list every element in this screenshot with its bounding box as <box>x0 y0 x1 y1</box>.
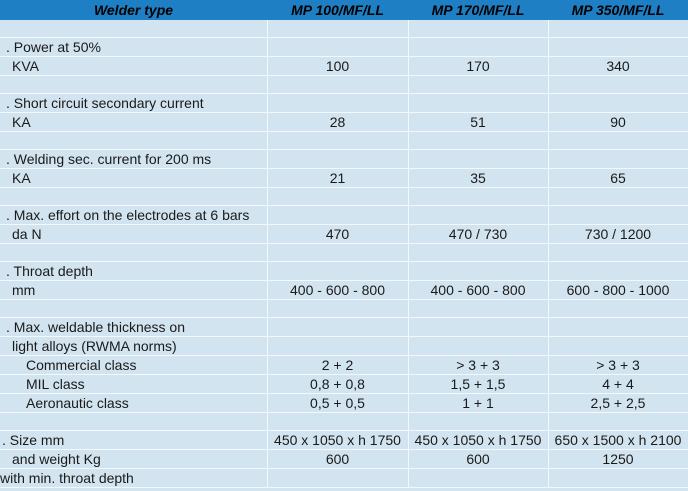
value-cell: > 3 + 3 <box>548 356 688 375</box>
value-cell <box>548 300 688 318</box>
table-row <box>0 318 688 337</box>
table-body <box>0 20 688 488</box>
value-cell: 730 / 1200 <box>548 225 688 244</box>
value-cell: 1250 <box>548 450 688 469</box>
value-cell <box>267 132 408 150</box>
value-cell: 51 <box>408 113 548 132</box>
value-cell: 1,5 + 1,5 <box>408 375 548 394</box>
value-cell: 100 <box>267 57 408 76</box>
value-cell <box>548 206 688 225</box>
table-row <box>0 113 688 132</box>
value-cell <box>408 188 548 206</box>
value-cell <box>548 94 688 113</box>
value-cell: 450 x 1050 x h 1750 <box>408 431 548 450</box>
row-label: KVA <box>0 57 267 76</box>
value-cell: 650 x 1500 x h 2100 <box>548 431 688 450</box>
value-cell <box>408 132 548 150</box>
value-cell: 600 <box>408 450 548 469</box>
row-label: Aeronautic class <box>0 394 267 413</box>
value-cell: 600 <box>267 450 408 469</box>
value-cell <box>267 413 408 431</box>
table-row <box>0 431 688 450</box>
row-label: KA <box>0 113 267 132</box>
spacer-row <box>0 244 688 262</box>
row-label: . Max. weldable thickness on <box>0 318 267 337</box>
value-cell <box>267 337 408 356</box>
value-cell <box>408 206 548 225</box>
value-cell <box>548 337 688 356</box>
value-cell: 0,8 + 0,8 <box>267 375 408 394</box>
value-cell: 21 <box>267 169 408 188</box>
value-cell <box>408 318 548 337</box>
value-cell: 65 <box>548 169 688 188</box>
table-row <box>0 375 688 394</box>
row-label <box>0 413 267 431</box>
value-cell <box>267 20 408 38</box>
row-label <box>0 20 267 38</box>
table-row <box>0 337 688 356</box>
value-cell <box>408 262 548 281</box>
value-cell: 1 + 1 <box>408 394 548 413</box>
table-row <box>0 469 688 488</box>
value-cell <box>408 337 548 356</box>
value-cell <box>408 20 548 38</box>
value-cell <box>267 206 408 225</box>
row-label: mm <box>0 281 267 300</box>
value-cell: 400 - 600 - 800 <box>267 281 408 300</box>
value-cell: 2,5 + 2,5 <box>548 394 688 413</box>
row-label <box>0 244 267 262</box>
row-label: MIL class <box>0 375 267 394</box>
row-label: . Power at 50% <box>0 38 267 57</box>
value-cell: 450 x 1050 x h 1750 <box>267 431 408 450</box>
table-row <box>0 169 688 188</box>
value-cell: 90 <box>548 113 688 132</box>
value-cell <box>408 94 548 113</box>
table-row <box>0 38 688 57</box>
header-row <box>0 0 688 20</box>
value-cell: 28 <box>267 113 408 132</box>
value-cell <box>548 20 688 38</box>
row-label <box>0 300 267 318</box>
row-label: with min. throat depth <box>0 469 267 488</box>
row-label: da N <box>0 225 267 244</box>
value-cell <box>267 300 408 318</box>
value-cell <box>267 318 408 337</box>
value-cell: 0,5 + 0,5 <box>267 394 408 413</box>
value-cell: > 3 + 3 <box>408 356 548 375</box>
value-cell <box>548 262 688 281</box>
value-cell <box>267 76 408 94</box>
value-cell <box>548 469 688 488</box>
spacer-row <box>0 300 688 318</box>
value-cell: 35 <box>408 169 548 188</box>
value-cell <box>548 76 688 94</box>
header-mp350: MP 350/MF/LL <box>548 0 688 20</box>
value-cell <box>408 469 548 488</box>
value-cell <box>408 244 548 262</box>
row-label: . Size mm <box>0 431 267 450</box>
value-cell <box>408 150 548 169</box>
table-row <box>0 94 688 113</box>
value-cell <box>267 244 408 262</box>
value-cell <box>548 188 688 206</box>
row-label <box>0 132 267 150</box>
table-row <box>0 394 688 413</box>
value-cell: 600 - 800 - 1000 <box>548 281 688 300</box>
table-row <box>0 206 688 225</box>
table-row <box>0 356 688 375</box>
row-label: light alloys (RWMA norms) <box>0 337 267 356</box>
value-cell <box>267 38 408 57</box>
value-cell: 2 + 2 <box>267 356 408 375</box>
value-cell <box>267 94 408 113</box>
value-cell <box>408 413 548 431</box>
spacer-row <box>0 188 688 206</box>
value-cell <box>408 76 548 94</box>
value-cell <box>267 469 408 488</box>
value-cell: 470 / 730 <box>408 225 548 244</box>
value-cell: 400 - 600 - 800 <box>408 281 548 300</box>
table-row <box>0 281 688 300</box>
table-row <box>0 225 688 244</box>
header-welder-type: Welder type <box>0 0 267 20</box>
value-cell: 470 <box>267 225 408 244</box>
spacer-row <box>0 20 688 38</box>
value-cell <box>408 300 548 318</box>
value-cell <box>548 244 688 262</box>
value-cell <box>548 150 688 169</box>
row-label <box>0 76 267 94</box>
table-row <box>0 150 688 169</box>
value-cell <box>267 262 408 281</box>
table-row <box>0 57 688 76</box>
row-label: . Max. effort on the electrodes at 6 bars <box>0 206 267 225</box>
spacer-row <box>0 413 688 431</box>
row-label: and weight Kg <box>0 450 267 469</box>
row-label: KA <box>0 169 267 188</box>
value-cell: 4 + 4 <box>548 375 688 394</box>
spacer-row <box>0 76 688 94</box>
value-cell: 340 <box>548 57 688 76</box>
value-cell <box>267 188 408 206</box>
value-cell <box>548 38 688 57</box>
row-label: . Short circuit secondary current <box>0 94 267 113</box>
value-cell <box>408 38 548 57</box>
value-cell <box>548 413 688 431</box>
value-cell <box>267 150 408 169</box>
row-label: . Welding sec. current for 200 ms <box>0 150 267 169</box>
row-label <box>0 188 267 206</box>
table-row <box>0 262 688 281</box>
spacer-row <box>0 132 688 150</box>
row-label: Commercial class <box>0 356 267 375</box>
row-label: . Throat depth <box>0 262 267 281</box>
table-row <box>0 450 688 469</box>
header-mp170: MP 170/MF/LL <box>408 0 548 20</box>
value-cell <box>548 318 688 337</box>
header-mp100: MP 100/MF/LL <box>267 0 408 20</box>
value-cell: 170 <box>408 57 548 76</box>
value-cell <box>548 132 688 150</box>
